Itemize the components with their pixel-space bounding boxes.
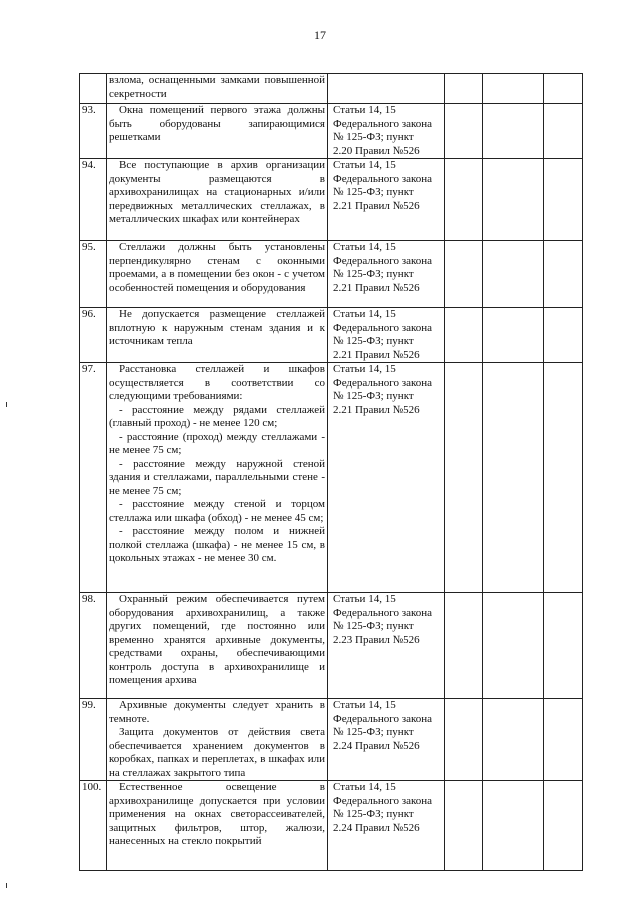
legal-basis-cell xyxy=(328,593,445,699)
requirement-text: Естественное освещение в архивохранилище допускается при условии применения на окнах светорассеивателей, защитных фильтров, штор, жалюзи, нанесенных на стекло покрытий xyxy=(109,781,325,847)
empty-cell xyxy=(483,781,544,871)
legal-basis-line: Статьи 14, 15 xyxy=(333,593,396,605)
legal-basis-line: № 125-ФЗ; пункт xyxy=(333,620,414,632)
requirement-text: Окна помещений первого этажа должны быть оборудованы запирающимися решетками xyxy=(109,104,325,143)
legal-basis-line: Федерального закона xyxy=(333,712,433,725)
empty-cell xyxy=(445,104,483,159)
legal-basis-line: 2.23 Правил №526 xyxy=(333,633,420,646)
empty-cell xyxy=(483,159,544,241)
row-number: 94. xyxy=(80,159,107,241)
table-row xyxy=(80,241,583,308)
legal-basis-line: 2.20 Правил №526 xyxy=(333,144,420,157)
legal-basis-line: № 125-ФЗ; пункт xyxy=(333,335,414,347)
empty-cell xyxy=(544,699,583,781)
table-row xyxy=(80,74,583,104)
legal-basis-line: Статьи 14, 15 xyxy=(333,159,396,171)
table-row xyxy=(80,781,583,871)
legal-basis-line: Федерального закона xyxy=(333,794,433,807)
table-row xyxy=(80,104,583,159)
requirement-cell xyxy=(107,308,328,363)
requirement-text: Архивные документы следует хранить в темноте. xyxy=(109,699,325,725)
empty-cell xyxy=(483,104,544,159)
legal-basis-line: Федерального закона xyxy=(333,172,433,185)
legal-basis-line: Федерального закона xyxy=(333,254,433,267)
empty-cell xyxy=(483,699,544,781)
legal-basis-cell xyxy=(328,159,445,241)
requirement-text: Расстановка стеллажей и шкафов осуществляется в соответствии со следующими требованиями: xyxy=(109,363,325,402)
requirement-cell xyxy=(107,363,328,593)
empty-cell xyxy=(445,781,483,871)
row-number xyxy=(80,74,107,104)
requirement-cell xyxy=(107,159,328,241)
requirement-cell xyxy=(107,593,328,699)
legal-basis-line: Статьи 14, 15 xyxy=(333,363,396,375)
legal-basis-cell xyxy=(328,699,445,781)
legal-basis-line: № 125-ФЗ; пункт xyxy=(333,131,414,143)
empty-cell xyxy=(445,241,483,308)
requirements-table xyxy=(79,73,583,871)
legal-basis-line: Федерального закона xyxy=(333,376,433,389)
legal-basis-line: № 125-ФЗ; пункт xyxy=(333,808,414,820)
legal-basis-cell xyxy=(328,74,445,104)
legal-basis-line: Статьи 14, 15 xyxy=(333,781,396,793)
requirement-cell xyxy=(107,781,328,871)
row-number: 99. xyxy=(80,699,107,781)
table-row xyxy=(80,159,583,241)
requirement-cell xyxy=(107,241,328,308)
requirement-cell xyxy=(107,699,328,781)
empty-cell xyxy=(445,363,483,593)
empty-cell xyxy=(483,241,544,308)
table-row xyxy=(80,699,583,781)
legal-basis-line: 2.24 Правил №526 xyxy=(333,739,420,752)
empty-cell xyxy=(445,308,483,363)
empty-cell xyxy=(483,593,544,699)
empty-cell xyxy=(544,308,583,363)
empty-cell xyxy=(544,363,583,593)
row-number: 96. xyxy=(80,308,107,363)
requirement-text: - расстояние между стеной и торцом стеллажа или шкафа (обход) - не менее 45 см; xyxy=(109,498,325,524)
legal-basis-line: 2.21 Правил №526 xyxy=(333,281,420,294)
legal-basis-line: Статьи 14, 15 xyxy=(333,699,396,711)
requirement-text: Охранный режим обеспечивается путем оборудования архивохранилищ, а также других помещений, где постоянно или временно хранятся архивные документы, средствами охраны, обеспечивающими контроль доступа в архивохранилище и помещения архива xyxy=(109,593,325,686)
legal-basis-cell xyxy=(328,363,445,593)
requirement-text: - расстояние между рядами стеллажей (главный проход) - не менее 120 см; xyxy=(109,403,325,429)
requirement-cell xyxy=(107,104,328,159)
page-number: 17 xyxy=(314,28,326,42)
requirement-text: Стеллажи должны быть установлены перпендикулярно стенам с оконными проемами, а в помещении без окон - с учетом особенностей помещения и оборудования xyxy=(109,241,325,294)
requirement-text: - расстояние между наружной стеной здания и стеллажами, параллельными стене - не менее 75 см; xyxy=(109,457,325,497)
empty-cell xyxy=(544,593,583,699)
empty-cell xyxy=(483,363,544,593)
empty-cell xyxy=(483,308,544,363)
row-number: 97. xyxy=(80,363,107,593)
legal-basis-cell xyxy=(328,241,445,308)
requirement-text: Защита документов от действия света обеспечивается хранением документов в коробках, папках и переплетах, в шкафах или на стеллажах закрытого типа xyxy=(109,726,325,779)
requirement-text: взлома, оснащенными замками повышенной секретности xyxy=(109,74,325,100)
legal-basis-line: 2.21 Правил №526 xyxy=(333,199,420,212)
empty-cell xyxy=(445,159,483,241)
legal-basis-line: Статьи 14, 15 xyxy=(333,308,396,320)
empty-cell xyxy=(544,159,583,241)
legal-basis-cell xyxy=(328,308,445,363)
requirement-cell xyxy=(107,74,328,104)
legal-basis-line: Федерального закона xyxy=(333,321,433,334)
empty-cell xyxy=(544,74,583,104)
legal-basis-cell xyxy=(328,104,445,159)
row-number: 93. xyxy=(80,104,107,159)
table-row xyxy=(80,363,583,593)
legal-basis-line: 2.21 Правил №526 xyxy=(333,348,420,361)
requirement-text: - расстояние (проход) между стеллажами - не менее 75 см; xyxy=(109,430,325,456)
requirement-text: Не допускается размещение стеллажей вплотную к наружным стенам здания и к источникам тепла xyxy=(109,308,325,347)
row-number: 98. xyxy=(80,593,107,699)
requirement-text: Все поступающие в архив организации документы размещаются в архивохранилищах на стационарных и/или передвижных металлических стеллажах, в металлических шкафах или контейнерах xyxy=(109,159,325,225)
legal-basis-line: № 125-ФЗ; пункт xyxy=(333,726,414,738)
scan-margin-mark xyxy=(6,402,7,407)
legal-basis-line: 2.24 Правил №526 xyxy=(333,821,420,834)
empty-cell xyxy=(445,593,483,699)
table-row xyxy=(80,308,583,363)
legal-basis-line: Статьи 14, 15 xyxy=(333,104,396,116)
legal-basis-line: Статьи 14, 15 xyxy=(333,241,396,253)
empty-cell xyxy=(544,241,583,308)
table-row xyxy=(80,593,583,699)
legal-basis-line: 2.21 Правил №526 xyxy=(333,403,420,416)
table-body xyxy=(80,74,583,871)
row-number: 100. xyxy=(80,781,107,871)
legal-basis-line: № 125-ФЗ; пункт xyxy=(333,268,414,280)
scan-margin-mark xyxy=(6,883,7,888)
empty-cell xyxy=(544,781,583,871)
empty-cell xyxy=(445,699,483,781)
legal-basis-line: Федерального закона xyxy=(333,606,433,619)
legal-basis-line: № 125-ФЗ; пункт xyxy=(333,390,414,402)
empty-cell xyxy=(544,104,583,159)
legal-basis-line: Федерального закона xyxy=(333,117,433,130)
legal-basis-line: № 125-ФЗ; пункт xyxy=(333,186,414,198)
requirement-text: - расстояние между полом и нижней полкой стеллажа (шкафа) - не менее 15 см, в цокольных этажах - не менее 30 см. xyxy=(109,525,325,564)
row-number: 95. xyxy=(80,241,107,308)
legal-basis-cell xyxy=(328,781,445,871)
empty-cell xyxy=(483,74,544,104)
empty-cell xyxy=(445,74,483,104)
